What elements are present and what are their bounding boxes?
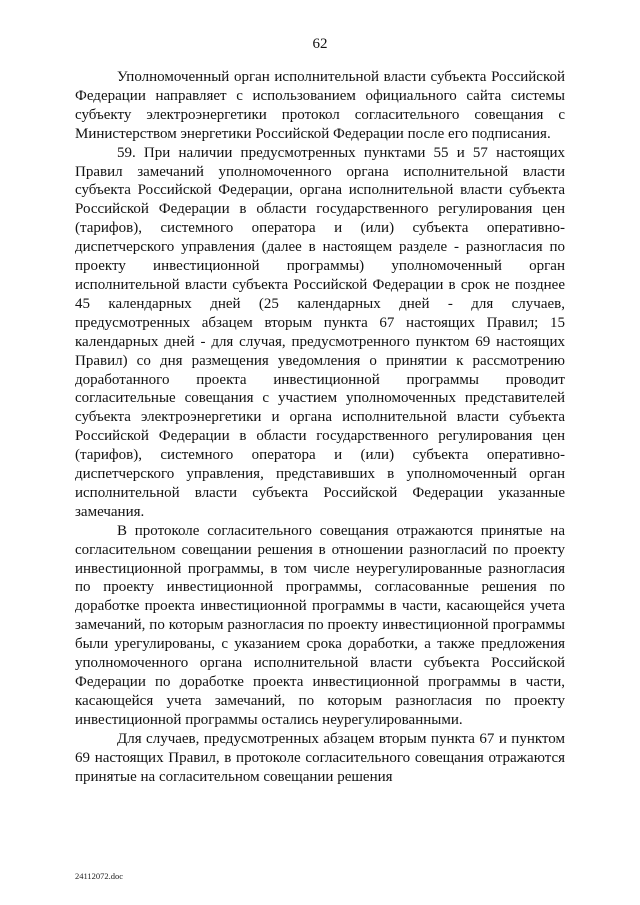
paragraph-1: Уполномоченный орган исполнительной власти субъекта Российской Федерации направляет с использованием официального сайта системы субъекту электроэнергетики протокол согласительного совещания с Министерством энергетики Российской Федерации после его подписания. <box>75 69 565 142</box>
document-body <box>75 68 565 786</box>
paragraph-3: В протоколе согласительного совещания отражаются принятые на согласительном совещании решения в отношении разногласий по проекту инвестиционной программы, в том числе неурегулированные разногласия по проекту инвестиционной программы, согласованные решения по доработке проекта инвестиционной программы в части, касающейся учета замечаний, по которым разногласия по проекту инвестиционной программы были урегулированы, с указанием срока доработки, а также предложения уполномоченного органа исполнительной власти субъекта Российской Федерации по доработке проекта инвестиционной программы в части, касающейся учета замечаний, по которым разногласия по проекту инвестиционной программы остались неурегулированными. <box>75 522 565 728</box>
paragraph-4: Для случаев, предусмотренных абзацем вторым пункта 67 и пунктом 69 настоящих Правил, в протоколе согласительного совещания отражаются принятые на согласительном совещании решения <box>75 730 565 785</box>
document-filename: 24112072.doc <box>75 871 124 881</box>
page-number: 62 <box>312 36 328 52</box>
paragraph-2: 59. При наличии предусмотренных пунктами 55 и 57 настоящих Правил замечаний уполномоченного органа исполнительной власти субъекта Российской Федерации, органа исполнительной власти субъекта Российской Федерации в области государственного регулирования цен (тарифов), системного оператора и (или) субъекта оперативно-диспетчерского управления (далее в настоящем разделе - разногласия по проекту инвестиционной программы) уполномоченный орган исполнительной власти субъекта Российской Федерации в срок не позднее 45 календарных дней (25 календарных дней - для случаев, предусмотренных абзацем вторым пункта 67 настоящих Правил; 15 календарных дней - для случая, предусмотренного пунктом 69 настоящих Правил) со дня размещения уведомления о принятии к рассмотрению доработанного проекта инвестиционной программы проводит согласительные совещания с участием уполномоченных представителей субъекта электроэнергетики и органа исполнительной власти субъекта Российской Федерации в области государственного регулирования цен (тарифов), системного оператора и (или) субъекта оперативно-диспетчерского управления, представивших в уполномоченный орган исполнительной власти субъекта Российской Федерации указанные замечания. <box>75 144 565 520</box>
